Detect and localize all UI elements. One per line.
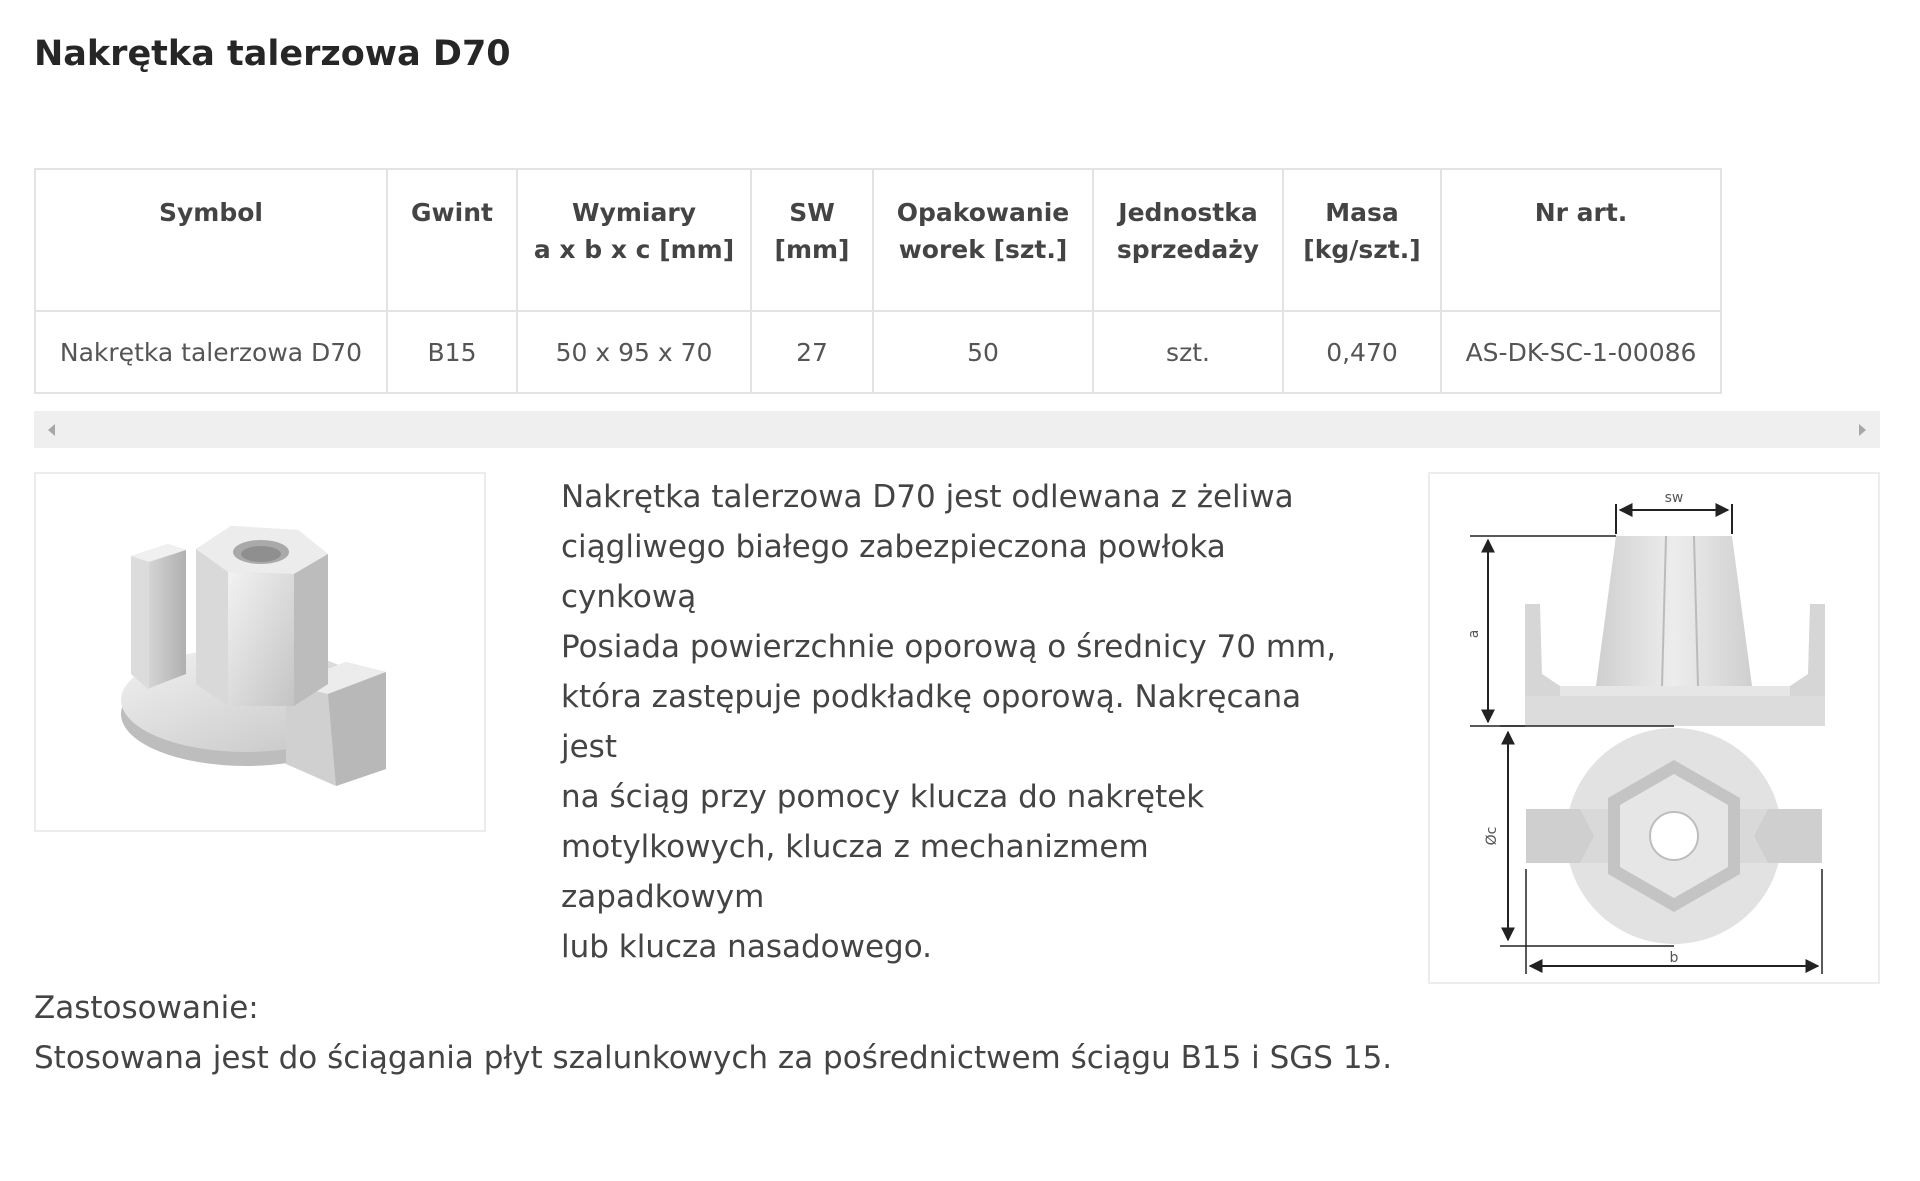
header-text: Masa — [1325, 198, 1399, 227]
col-sw-header — [751, 169, 873, 311]
dimension-drawing-icon — [1430, 474, 1878, 982]
horizontal-scrollbar[interactable] — [34, 411, 1880, 448]
cell-nrart: AS-DK-SC-1-00086 — [1441, 311, 1721, 393]
page-title: Nakrętka talerzowa D70 — [34, 34, 511, 74]
arrow-right-icon[interactable] — [1859, 424, 1866, 436]
col-jednostka-header — [1093, 169, 1283, 311]
usage-text: Stosowana jest do ściągania płyt szalunkowych za pośrednictwem ściągu B15 i SGS 15. — [34, 1040, 1393, 1076]
col-opakowanie-header — [873, 169, 1093, 311]
header-text: a x b x c [mm] — [533, 235, 735, 264]
description-line: Nakrętka talerzowa D70 jest odlewana z żeliwa — [561, 479, 1294, 515]
spec-table — [34, 168, 1722, 394]
dim-label-a: a — [1466, 629, 1482, 639]
description-line: ciągliwego białego zabezpieczona powłoka cynkową — [561, 529, 1226, 615]
header-text: Gwint — [411, 198, 493, 227]
dim-label-b: b — [1669, 950, 1679, 966]
table-header-row — [35, 169, 1721, 311]
header-text: Nr art. — [1534, 198, 1628, 227]
description-line: motylkowych, klucza z mechanizmem zapadkowym — [561, 829, 1149, 915]
usage-label: Zastosowanie: — [34, 990, 259, 1026]
cell-sw: 27 — [751, 311, 873, 393]
description-line: na ściąg przy pomocy klucza do nakrętek — [561, 779, 1205, 815]
description-line: lub klucza nasadowego. — [561, 929, 932, 965]
spec-table-wrapper — [34, 168, 1722, 394]
cell-opakowanie: 50 — [873, 311, 1093, 393]
header-text: Jednostka — [1118, 198, 1258, 227]
col-wymiary-header — [517, 169, 751, 311]
header-text: Opakowanie — [896, 198, 1070, 227]
cell-gwint: B15 — [387, 311, 517, 393]
cell-wymiary: 50 x 95 x 70 — [517, 311, 751, 393]
col-symbol-header — [35, 169, 387, 311]
table-row — [35, 311, 1721, 393]
header-text: worek [szt.] — [898, 235, 1068, 264]
header-text: Wymiary — [572, 198, 696, 227]
col-masa-header — [1283, 169, 1441, 311]
header-text: [kg/szt.] — [1303, 235, 1421, 264]
dim-label-c: Øc — [1484, 826, 1500, 846]
header-text: SW — [789, 198, 835, 227]
header-text: [mm] — [774, 235, 850, 264]
cell-symbol: Nakrętka talerzowa D70 — [35, 311, 387, 393]
cell-jednostka: szt. — [1093, 311, 1283, 393]
product-description — [561, 472, 1361, 972]
header-text: sprzedaży — [1116, 235, 1260, 264]
cell-masa: 0,470 — [1283, 311, 1441, 393]
usage-section — [34, 983, 1392, 1083]
col-gwint-header — [387, 169, 517, 311]
wing-nut-icon — [36, 474, 484, 830]
product-photo — [34, 472, 486, 832]
technical-drawing — [1428, 472, 1880, 984]
description-line: która zastępuje podkładkę oporową. Nakręcana jest — [561, 679, 1302, 765]
arrow-left-icon[interactable] — [48, 424, 55, 436]
col-nrart-header — [1441, 169, 1721, 311]
dim-label-sw: sw — [1664, 490, 1684, 506]
description-line: Posiada powierzchnie oporową o średnicy 70 mm, — [561, 629, 1337, 665]
header-text: Symbol — [159, 198, 263, 227]
